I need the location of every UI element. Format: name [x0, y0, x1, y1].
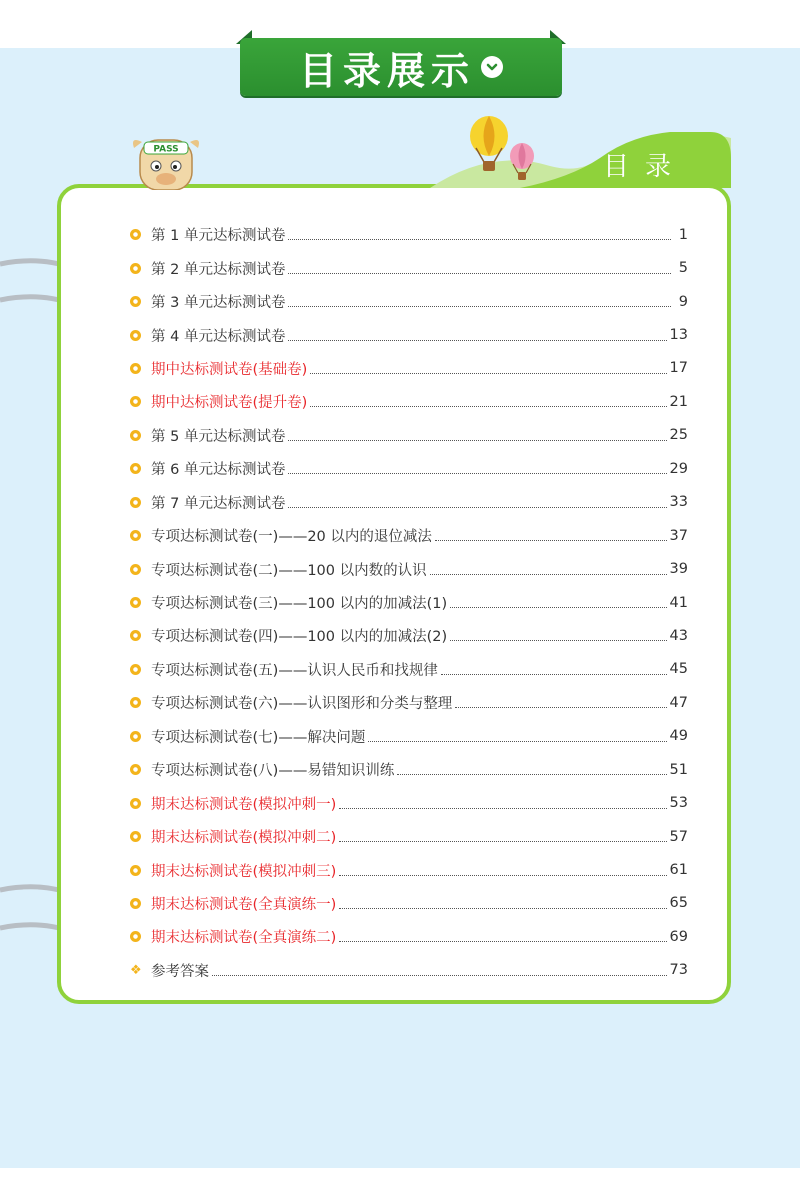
- dot-leader: [288, 440, 666, 441]
- toc-item-title: 期末达标测试卷(全真演练二): [151, 930, 337, 947]
- dot-leader: [339, 875, 666, 876]
- dot-leader: [435, 540, 667, 541]
- toc-list: [126, 218, 688, 987]
- toc-item-page: 13: [669, 327, 688, 344]
- toc-item[interactable]: [126, 352, 688, 385]
- toc-item-page: 65: [669, 895, 688, 912]
- toc-item-title: 参考答案: [151, 963, 209, 980]
- toc-item[interactable]: [126, 419, 688, 452]
- orange-dot-icon: [130, 831, 141, 842]
- toc-item[interactable]: [126, 686, 688, 719]
- toc-item-page: 45: [669, 661, 688, 678]
- orange-dot-icon: [130, 865, 141, 876]
- toc-item-page: 47: [669, 694, 688, 711]
- toc-item-page: 33: [669, 494, 688, 511]
- toc-item-title: 第 5 单元达标测试卷: [151, 428, 286, 445]
- dot-leader: [212, 975, 667, 976]
- toc-item-title: 期末达标测试卷(全真演练一): [151, 896, 337, 913]
- toc-item-title: 专项达标测试卷(一)——20 以内的退位减法: [151, 529, 432, 546]
- toc-item-title: 专项达标测试卷(七)——解决问题: [151, 729, 366, 746]
- toc-item[interactable]: [126, 586, 688, 619]
- toc-item-page: 53: [669, 795, 688, 812]
- toc-item[interactable]: [126, 853, 688, 886]
- orange-dot-icon: [130, 731, 141, 742]
- orange-dot-icon: [130, 296, 141, 307]
- toc-item[interactable]: [126, 820, 688, 853]
- dot-leader: [368, 741, 666, 742]
- toc-item[interactable]: [126, 619, 688, 652]
- toc-item[interactable]: [126, 385, 688, 418]
- svg-text:PASS: PASS: [153, 144, 179, 155]
- toc-item-page: 61: [669, 862, 688, 879]
- toc-item-title: 专项达标测试卷(八)——易错知识训练: [151, 763, 395, 780]
- toc-item[interactable]: [126, 452, 688, 485]
- toc-item[interactable]: [126, 285, 688, 318]
- hot-air-balloon-icon: [508, 143, 536, 183]
- orange-dot-icon: [130, 630, 141, 641]
- toc-item-page: 49: [669, 728, 688, 745]
- dot-leader: [430, 574, 667, 575]
- orange-dot-icon: [130, 229, 141, 240]
- toc-item-title: 专项达标测试卷(二)——100 以内数的认识: [151, 562, 427, 579]
- dot-leader: [339, 908, 666, 909]
- toc-item[interactable]: [126, 720, 688, 753]
- hot-air-balloon-icon: [468, 116, 510, 174]
- dot-leader: [288, 273, 671, 274]
- toc-item-page: 69: [669, 928, 688, 945]
- toc-item-page: 5: [678, 260, 688, 277]
- toc-item-page: 29: [669, 460, 688, 477]
- dot-leader: [455, 707, 666, 708]
- dot-leader: [288, 507, 666, 508]
- toc-item[interactable]: [126, 251, 688, 284]
- dot-leader: [397, 774, 666, 775]
- toc-item-page: 25: [669, 427, 688, 444]
- toc-item[interactable]: [126, 552, 688, 585]
- toc-item-page: 17: [669, 360, 688, 377]
- toc-item-page: 1: [678, 226, 688, 243]
- dot-leader: [288, 473, 666, 474]
- dot-leader: [310, 373, 666, 374]
- toc-item-page: 57: [669, 828, 688, 845]
- toc-item[interactable]: [126, 887, 688, 920]
- orange-dot-icon: [130, 764, 141, 775]
- toc-item-title: 专项达标测试卷(四)——100 以内的加减法(2): [151, 629, 448, 646]
- toc-item[interactable]: [126, 486, 688, 519]
- orange-dot-icon: [130, 798, 141, 809]
- toc-item-title: 专项达标测试卷(三)——100 以内的加减法(1): [151, 596, 448, 613]
- dot-leader: [310, 406, 666, 407]
- header-title: 目录展示: [298, 48, 475, 93]
- dot-leader: [450, 607, 666, 608]
- orange-dot-icon: [130, 931, 141, 942]
- dot-leader: [339, 841, 666, 842]
- toc-item-title: 第 4 单元达标测试卷: [151, 328, 286, 345]
- orange-dot-icon: [130, 430, 141, 441]
- toc-item-page: 39: [669, 561, 688, 578]
- diamond-icon: ❖: [130, 962, 142, 978]
- toc-item-page: 43: [669, 627, 688, 644]
- toc-item[interactable]: [126, 519, 688, 552]
- orange-dot-icon: [130, 263, 141, 274]
- toc-item-page: 21: [669, 393, 688, 410]
- toc-item-title: 第 7 单元达标测试卷: [151, 495, 286, 512]
- toc-item-title: 期中达标测试卷(基础卷): [151, 361, 308, 378]
- dot-leader: [450, 640, 666, 641]
- toc-item-page: 41: [669, 594, 688, 611]
- orange-dot-icon: [130, 597, 141, 608]
- toc-item[interactable]: [126, 318, 688, 351]
- orange-dot-icon: [130, 363, 141, 374]
- toc-item-title: 第 2 单元达标测试卷: [151, 261, 286, 278]
- dot-leader: [441, 674, 667, 675]
- orange-dot-icon: [130, 664, 141, 675]
- toc-item[interactable]: [126, 653, 688, 686]
- toc-item-title: 专项达标测试卷(六)——认识图形和分类与整理: [151, 696, 453, 713]
- chevron-down-icon[interactable]: [481, 56, 503, 78]
- orange-dot-icon: [130, 396, 141, 407]
- toc-item-title: 专项达标测试卷(五)——认识人民币和找规律: [151, 662, 438, 679]
- orange-dot-icon: [130, 463, 141, 474]
- tab-label: 目录: [603, 152, 688, 182]
- header-banner: [236, 30, 566, 98]
- toc-item-title: 期末达标测试卷(模拟冲刺三): [151, 863, 337, 880]
- toc-item-title: 期末达标测试卷(模拟冲刺一): [151, 796, 337, 813]
- dot-leader: [288, 306, 671, 307]
- dot-leader: [288, 340, 666, 341]
- toc-item-page: 37: [669, 527, 688, 544]
- toc-item[interactable]: [126, 786, 688, 819]
- dot-leader: [339, 808, 666, 809]
- toc-item[interactable]: [126, 753, 688, 786]
- toc-item-title: 期末达标测试卷(模拟冲刺二): [151, 830, 337, 847]
- toc-item-title: 第 6 单元达标测试卷: [151, 462, 286, 479]
- toc-item-title: 第 3 单元达标测试卷: [151, 295, 286, 312]
- toc-item[interactable]: [126, 218, 688, 251]
- orange-dot-icon: [130, 530, 141, 541]
- orange-dot-icon: [130, 330, 141, 341]
- toc-item-page: 73: [669, 962, 688, 979]
- toc-item-page: 51: [669, 761, 688, 778]
- dot-leader: [288, 239, 671, 240]
- toc-item-page: 9: [678, 293, 688, 310]
- toc-item-title: 第 1 单元达标测试卷: [151, 228, 286, 245]
- orange-dot-icon: [130, 497, 141, 508]
- toc-item-title: 期中达标测试卷(提升卷): [151, 395, 308, 412]
- orange-dot-icon: [130, 564, 141, 575]
- orange-dot-icon: [130, 898, 141, 909]
- orange-dot-icon: [130, 697, 141, 708]
- toc-item[interactable]: [126, 920, 688, 953]
- mascot-icon: [128, 134, 204, 190]
- toc-item[interactable]: [126, 954, 688, 987]
- dot-leader: [339, 941, 666, 942]
